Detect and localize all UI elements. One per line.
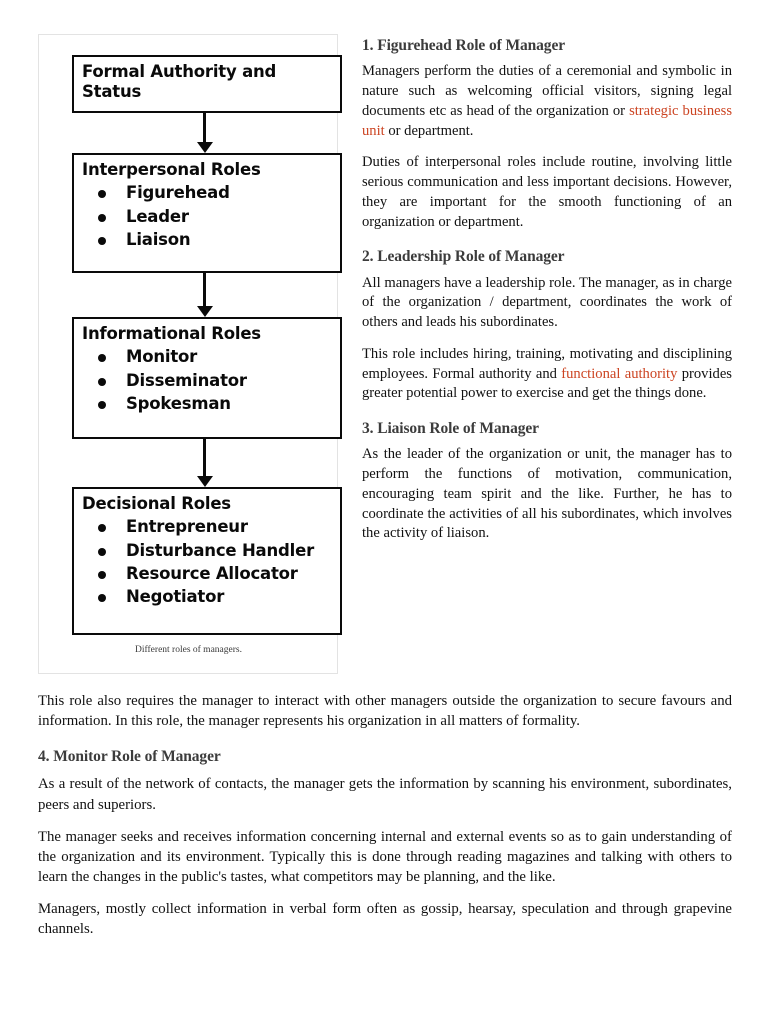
list-item: Monitor (98, 345, 334, 368)
link-strategic-business-unit[interactable]: strategic business unit (362, 102, 732, 139)
article-right-column (362, 34, 732, 544)
heading-liaison-role: 3. Liaison Role of Manager (362, 420, 539, 438)
heading-figurehead-role: 1. Figurehead Role of Manager (362, 37, 566, 54)
list-item: Entrepreneur (98, 515, 334, 538)
diagram-node-formal-authority-and-status (72, 55, 342, 113)
heading-monitor-role: 4. Monitor Role of Manager (38, 748, 221, 766)
paragraph-leadership-1: All managers have a leadership role. The manager, as in charge of the organization / department, coordinates the work of others and leads his subordinates. (362, 274, 732, 331)
list-item: Disseminator (98, 369, 334, 392)
paragraph-leadership-2 (362, 345, 732, 404)
node-item-list (82, 345, 334, 415)
figure-caption: Different roles of managers. (135, 645, 242, 655)
paragraph-liaison-1: As the leader of the organization or unit, the manager has to perform the functions of motivation, communication, encouraging team spirit and the like. Further, he has to coordinate the activities of all his subordinates, which involves the activity of liaison. (362, 446, 732, 542)
diagram-node-interpersonal-roles (72, 153, 342, 273)
paragraph-figurehead-2: Duties of interpersonal roles include routine, involving little serious communication and less important decisions. However, they are important for the smooth functioning of an organization or department. (362, 154, 732, 230)
paragraph-monitor-3: Managers, mostly collect information in verbal form often as gossip, hearsay, speculation and through grapevine channels. (38, 900, 732, 938)
node-title: Informational Roles (82, 324, 261, 343)
paragraph-monitor-2: The manager seeks and receives information concerning internal and external events so as to gain understanding of the organization and its environment. Typically this is done through reading magazines and talking with others to learn the changes in the public's tastes, what competitors may be planning, and the like. (38, 828, 732, 885)
paragraph-text-after-link: provides greater potential power to exercise and get the things done. (362, 365, 732, 402)
diagram-node-decisional-roles (72, 487, 342, 635)
list-item: Leader (98, 205, 334, 228)
down-arrow-icon (203, 439, 206, 477)
paragraph-text-before-link: This role includes hiring, training, motivating and disciplining employees. Formal authority and (362, 345, 732, 382)
paragraph-text-after-link: or department. (384, 122, 474, 139)
paragraph-liaison-2: This role also requires the manager to interact with other managers outside the organization to secure favours and information. In this role, the manager represents his organization in all matters of formality. (38, 693, 732, 730)
diagram-node-informational-roles (72, 317, 342, 439)
list-item: Disturbance Handler (98, 539, 334, 562)
node-title: Interpersonal Roles (82, 160, 261, 179)
flowchart-diagram (49, 49, 328, 655)
paragraph-monitor-1: As a result of the network of contacts, the manager gets the information by scanning his environment, subordinates, peers and superiors. (38, 776, 732, 813)
list-item: Negotiator (98, 585, 334, 608)
down-arrow-icon (203, 273, 206, 307)
list-item: Figurehead (98, 181, 334, 204)
list-item: Liaison (98, 228, 334, 251)
heading-leadership-role: 2. Leadership Role of Manager (362, 248, 565, 266)
top-two-column-region (38, 34, 732, 674)
list-item: Spokesman (98, 392, 334, 415)
article-full-width-region (38, 691, 732, 939)
list-item: Resource Allocator (98, 562, 334, 585)
paragraph-figurehead-1 (362, 62, 732, 141)
node-title: Decisional Roles (82, 494, 231, 513)
node-item-list (82, 181, 334, 251)
link-functional-authority[interactable]: functional authority (561, 365, 678, 382)
paragraph-text-before-link: Managers perform the duties of a ceremonial and symbolic in nature such as welcoming official visitors, signing legal documents etc as head of the organization or (362, 63, 732, 119)
down-arrow-icon (203, 113, 206, 143)
node-title: Formal Authority and Status (82, 62, 277, 102)
managers-roles-figure (38, 34, 338, 674)
node-item-list (82, 515, 334, 609)
